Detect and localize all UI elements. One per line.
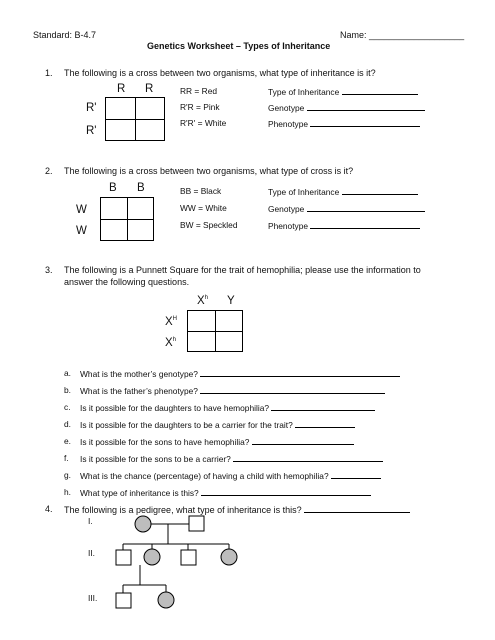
q3-text-line1: The following is a Punnett Square for the trait of hemophilia; please use the information to [64,265,421,275]
q3-row2: $X^h$ [165,337,177,349]
q4-text[interactable]: The following is a pedigree, what type of inheritance is this? [64,504,410,515]
q2-number: 2. [45,166,53,176]
q3-question-a[interactable]: What is the mother’s genotype? [80,368,400,379]
q3-question-letter: b. [64,385,71,395]
q3-row1: $X^H$ [165,316,178,328]
pedigree-gen2-female-affected-2 [221,549,237,565]
q3-question-c[interactable]: Is it possible for the daughters to have hemophilia? [80,402,375,413]
q4-number: 4. [45,504,53,514]
q2-col1: B [109,182,117,194]
q3-question-f[interactable]: Is it possible for the sons to be a carrier? [80,453,383,464]
q3-question-g[interactable]: What is the chance (percentage) of having a child with hemophilia? [80,470,381,481]
q1-key-1: RR = Red [180,86,218,96]
pedigree-gen1-male [189,516,204,531]
q1-genotype-field[interactable]: Genotype [268,102,425,113]
q3-question-letter: h. [64,487,71,497]
q1-col1: R [117,83,126,95]
q1-row2: R' [86,125,97,137]
q2-key-1: BB = Black [180,186,222,196]
q3-col1: $X^h$ [197,295,209,307]
standard-label: Standard: B-4.7 [33,30,97,40]
q3-question-letter: c. [64,402,71,412]
pedigree-gen2-female-affected-1 [144,549,160,565]
name-field[interactable]: Name: ___________________ [340,30,465,40]
q1-row1: R' [86,102,97,114]
q2-type-field[interactable]: Type of Inheritance [268,186,418,197]
q2-phenotype-field[interactable]: Phenotype [268,220,420,231]
pedigree-gen-3-label: III. [88,593,98,603]
q3-question-e[interactable]: Is it possible for the sons to have hemophilia? [80,436,354,447]
q2-row2: W [76,225,87,237]
q1-text: The following is a cross between two organisms, what type of inheritance is it? [64,68,376,78]
pedigree-gen2-male-1 [116,550,131,565]
q1-phenotype-field[interactable]: Phenotype [268,118,420,129]
pedigree-gen-2-label: II. [88,548,95,558]
q1-number: 1. [45,68,53,78]
q3-question-letter: e. [64,436,71,446]
q2-key-3: BW = Speckled [180,220,238,230]
q1-type-field[interactable]: Type of Inheritance [268,86,418,97]
q3-question-b[interactable]: What is the father’s phenotype? [80,385,385,396]
pedigree-gen3-male [116,593,131,608]
pedigree-gen1-female-affected [135,516,151,532]
q2-text: The following is a cross between two organisms, what type of cross is it? [64,166,354,176]
q3-question-letter: f. [64,453,69,463]
q1-key-2: R'R = Pink [180,102,220,112]
pedigree-gen-1-label: I. [88,516,93,526]
q2-col2: B [137,182,145,194]
q2-key-2: WW = White [180,203,227,213]
q1-key-3: R'R' = White [180,118,227,128]
q3-number: 3. [45,265,53,275]
q3-question-letter: d. [64,419,71,429]
q3-question-d[interactable]: Is it possible for the daughters to be a carrier for the trait? [80,419,355,430]
q3-question-h[interactable]: What type of inheritance is this? [80,487,371,498]
q1-col2: R [145,83,154,95]
q2-genotype-field[interactable]: Genotype [268,203,425,214]
q3-col2: Y [227,295,235,307]
q3-question-letter: g. [64,470,71,480]
q3-text-line2: answer the following questions. [64,277,190,287]
pedigree-gen2-male-2 [181,550,196,565]
pedigree-gen3-female-affected [158,592,174,608]
q3-question-letter: a. [64,368,71,378]
worksheet-title: Genetics Worksheet – Types of Inheritance [147,41,331,51]
q2-row1: W [76,204,87,216]
